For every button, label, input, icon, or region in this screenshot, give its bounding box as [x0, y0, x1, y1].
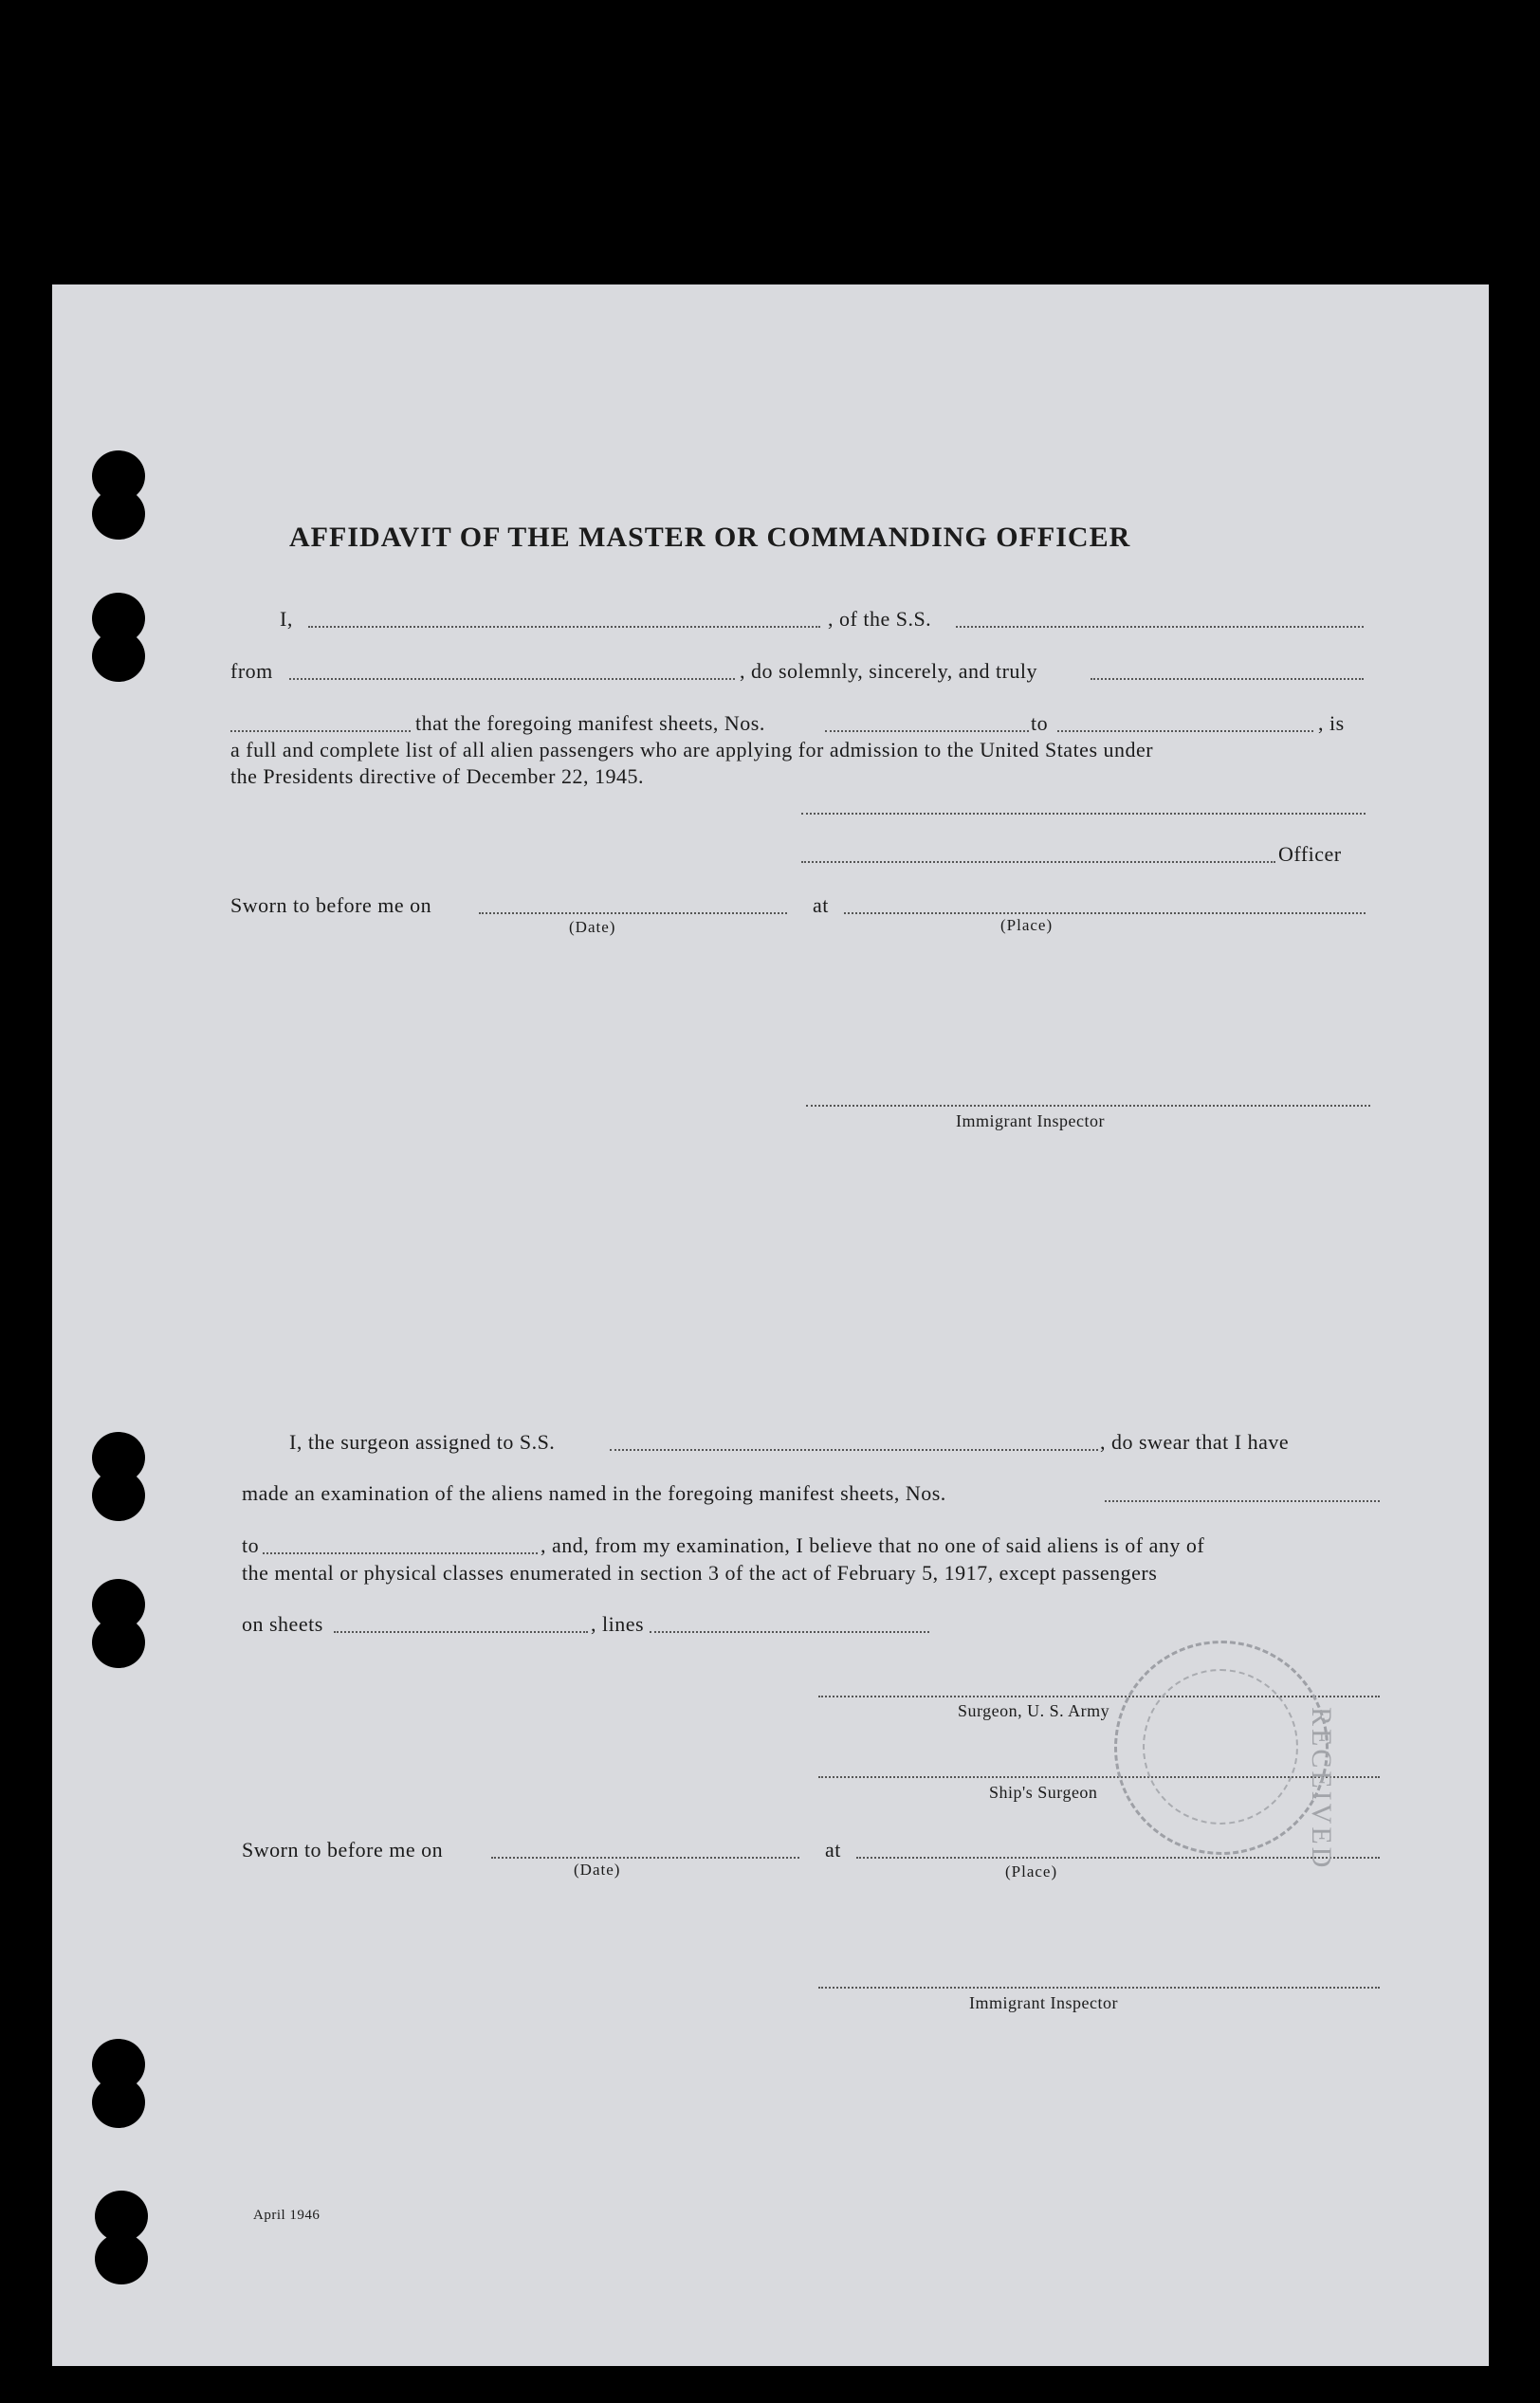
- master-date-field[interactable]: [479, 912, 787, 914]
- surgeon-line3: , and, from my examination, I believe that no one of said aliens is of any of: [541, 1533, 1205, 1557]
- ships-surgeon-label: Ship's Surgeon: [989, 1783, 1098, 1802]
- punch-hole: [92, 2077, 145, 2128]
- surgeon-swear-label: , do swear that I have: [1100, 1430, 1290, 1454]
- swear-field[interactable]: [1091, 678, 1364, 680]
- surgeon-date-field[interactable]: [491, 1857, 799, 1859]
- is-label: , is: [1318, 711, 1345, 735]
- surgeon-line1: I, the surgeon assigned to S.S.: [289, 1430, 556, 1454]
- lines-field[interactable]: [650, 1631, 929, 1633]
- nos-from-field[interactable]: [825, 730, 1029, 732]
- from-label: from: [230, 659, 273, 683]
- master-i-label: I,: [280, 607, 293, 631]
- master-place-caption: (Place): [1000, 916, 1054, 934]
- nos-to-field[interactable]: [1057, 730, 1313, 732]
- to-label: to: [1031, 711, 1049, 735]
- surgeon-place-field[interactable]: [856, 1857, 1380, 1859]
- surgeon-inspector-signature-line[interactable]: [818, 1987, 1380, 1989]
- page-title: AFFIDAVIT OF THE MASTER OR COMMANDING OFFICER: [289, 522, 1131, 553]
- surgeon-place-caption: (Place): [1005, 1862, 1058, 1880]
- punch-hole: [92, 488, 145, 540]
- punch-hole: [92, 1617, 145, 1668]
- sheets-field[interactable]: [334, 1631, 588, 1633]
- from-field[interactable]: [289, 678, 735, 680]
- received-stamp-text: RECEIVED: [1306, 1707, 1337, 1871]
- master-signature-line[interactable]: [801, 813, 1366, 815]
- surgeon-line2: made an examination of the aliens named in the foregoing manifest sheets, Nos.: [242, 1481, 946, 1505]
- surgeon-to-field[interactable]: [263, 1552, 538, 1554]
- punch-hole: [95, 2233, 148, 2284]
- master-place-field[interactable]: [844, 912, 1366, 914]
- master-text-line3: the Presidents directive of December 22, 1945.: [230, 764, 644, 788]
- name-field[interactable]: [308, 626, 820, 628]
- received-stamp-inner: [1143, 1669, 1298, 1825]
- lines-label: , lines: [591, 1612, 645, 1636]
- form-date-footer: April 1946: [253, 2208, 321, 2223]
- army-surgeon-label: Surgeon, U. S. Army: [958, 1701, 1110, 1720]
- officer-signature-line[interactable]: [801, 861, 1275, 863]
- of-ss-label: , of the S.S.: [828, 607, 932, 631]
- surgeon-date-caption: (Date): [574, 1861, 621, 1879]
- surgeon-to-label: to: [242, 1533, 260, 1557]
- on-sheets-label: on sheets: [242, 1612, 323, 1636]
- document-page: [52, 284, 1489, 2366]
- master-date-caption: (Date): [569, 918, 616, 936]
- ship-field[interactable]: [956, 626, 1364, 628]
- master-at-label: at: [813, 893, 829, 917]
- punch-hole: [92, 1470, 145, 1521]
- swear-label: , do solemnly, sincerely, and truly: [740, 659, 1038, 683]
- surgeon-line4: the mental or physical classes enumerated in section 3 of the act of February 5, 1917, except passengers: [242, 1561, 1158, 1585]
- master-inspector-signature-line[interactable]: [806, 1105, 1370, 1107]
- surgeon-ship-field[interactable]: [610, 1449, 1098, 1451]
- surgeon-at-label: at: [825, 1838, 841, 1862]
- swear-continuation-field[interactable]: [230, 730, 411, 732]
- master-text-line2: a full and complete list of all alien passengers who are applying for admission to the United States under: [230, 738, 1154, 761]
- officer-label: Officer: [1278, 842, 1342, 866]
- master-sworn-label: Sworn to before me on: [230, 893, 432, 917]
- surgeon-nos-field[interactable]: [1105, 1500, 1380, 1502]
- surgeon-sworn-label: Sworn to before me on: [242, 1838, 444, 1862]
- manifest-sheets-label: that the foregoing manifest sheets, Nos.: [415, 711, 765, 735]
- surgeon-inspector-label: Immigrant Inspector: [969, 1993, 1118, 2012]
- punch-hole: [92, 631, 145, 682]
- master-inspector-label: Immigrant Inspector: [956, 1111, 1105, 1130]
